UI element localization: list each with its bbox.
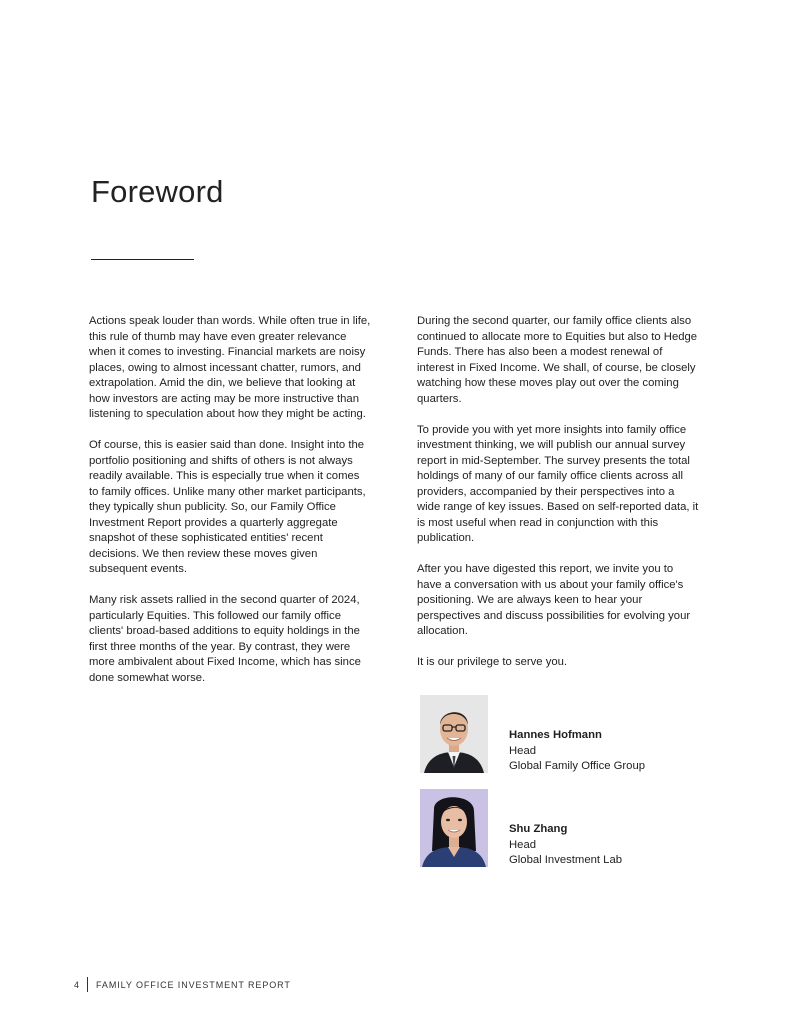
- paragraph: During the second quarter, our family office clients also continued to allocate more to Equities but also to Hedge Funds. There has also been a modest renewal of interest in Fixed Income. We shall, of course, be closely watching how these moves play out over the coming quarters.: [417, 315, 698, 405]
- signatory-role: Head: [509, 744, 537, 757]
- paragraph: After you have digested this report, we invite you to have a conversation with us about your family office's positioning. We are always keen to hear your perspectives and discuss possibilities for evolving your allocation.: [417, 563, 691, 637]
- paragraph: To provide you with yet more insights into family office investment thinking, we will publish our annual survey report in mid-September. The survey presents the total holdings of many of our family office clients across all providers, accompanied by their perspectives into a wide range of key issues. Based on self-reported data, it is most useful when read in conjunction with this publication.: [417, 423, 699, 544]
- signatory-info: [509, 822, 622, 869]
- signatory-department: Global Investment Lab: [509, 854, 623, 867]
- report-title: FAMILY OFFICE INVESTMENT REPORT: [96, 979, 291, 990]
- signatory-role: Head: [509, 838, 537, 851]
- portrait-photo: [420, 695, 488, 773]
- signatory-name: Shu Zhang: [509, 823, 568, 835]
- paragraph: Many risk assets rallied in the second quarter of 2024, particularly Equities. This followed our family office clients' broad-based additions to equity holdings in the first three months of the year. By contrast, they were more ambivalent about Fixed Income, which has since done somewhat worse.: [89, 594, 361, 684]
- portrait-photo: [420, 789, 488, 867]
- right-column: [417, 314, 699, 686]
- signatory-department: Global Family Office Group: [509, 760, 646, 773]
- page-number: 4: [74, 979, 80, 990]
- left-column: [89, 314, 371, 702]
- page-title: Foreword: [91, 174, 224, 209]
- page-footer: [74, 977, 291, 992]
- footer-divider: [87, 977, 88, 992]
- paragraph: Of course, this is easier said than done. Insight into the portfolio positioning and shifts of others is not always readily available. This is especially true when it comes to family offices. Unlike many other market participants, they typically shun publicity. So, our Family Office Investment Report provides a quarterly aggregate snapshot of these sophisticated entities' recent decisions. We then review these moves given subsequent events.: [89, 439, 366, 575]
- paragraph: Actions speak louder than words. While often true in life, this rule of thumb may have even greater relevance when it comes to investing. Financial markets are noisy places, owing to almost incessant chatter, rumors, and extrapolation. Amid the din, we believe that looking at how investors are acting may be more instructive than listening to speculation about how they might be acting.: [89, 315, 371, 420]
- title-divider: [91, 259, 194, 260]
- paragraph: It is our privilege to serve you.: [417, 656, 568, 668]
- signatory-hannes-hofmann: [420, 695, 720, 773]
- signatory-name: Hannes Hofmann: [509, 729, 602, 741]
- signatory-info: [509, 728, 645, 775]
- signatory-shu-zhang: [420, 789, 720, 867]
